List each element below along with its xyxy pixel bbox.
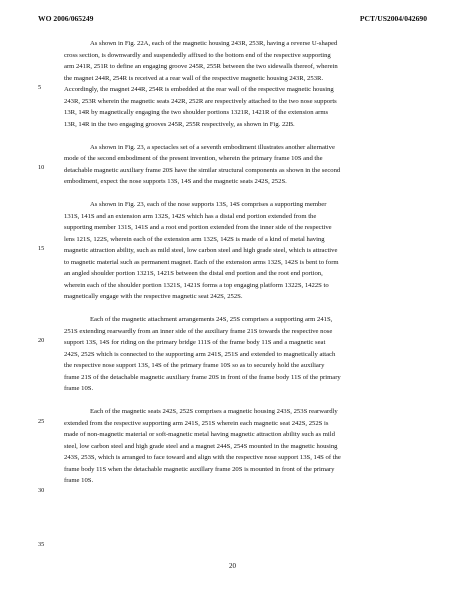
text-line: 243R, 253R wherein the magnetic seats 242R, 252R are respectively attached to the two nose supports — [64, 97, 337, 105]
text-line: magnetically engage with the respective magnetic seat 242S, 252S. — [64, 293, 243, 300]
text-line: magnetic attraction ability, such as mild steel, low carbon steel and high grade steel, which is attractive — [64, 247, 338, 254]
line-number: 15 — [38, 245, 45, 252]
application-number: PCT/US2004/042690 — [359, 14, 427, 23]
paragraph — [64, 38, 416, 130]
text-line: steel, low carbon steel and high grade steel and a magnet 244S, 254S mounted in the magnetic housing — [64, 442, 338, 450]
text-line: As shown in Fig. 23, each of the nose supports 13S, 14S comprises a supporting member — [90, 201, 327, 208]
text-line: made of non-magnetic material or soft-magnetic metal having magnetic attraction ability such as mild — [64, 431, 335, 438]
text-line: Each of the magnetic attachment arrangements 24S, 25S comprises a supporting arm 241S, — [90, 316, 333, 323]
page-number: 20 — [229, 562, 236, 570]
text-line: 242S, 252S which is connected to the supporting arm 241S, 251S and extended to magnetically attach — [64, 350, 336, 358]
paragraph — [64, 199, 416, 303]
line-number: 20 — [38, 337, 45, 344]
text-line: Accordingly, the magnet 244R, 254R is embedded at the rear wall of the respective magnetic housing — [64, 86, 334, 93]
text-line: arm 241R, 251R to define an engaging groove 245R, 255R between the two sidewalls thereof, wherein — [64, 63, 338, 70]
line-number: 30 — [38, 487, 45, 494]
text-line: cross section, is downwardly and suspendedly affixed to the bottom end of the respective supporting — [64, 51, 331, 59]
page-header — [38, 14, 427, 26]
text-line: an angled shoulder portion 1321S, 1421S between the distal end portion and the root end portion, — [64, 270, 323, 277]
text-line: frame body 11S when the detachable magnetic auxillary frame 20S is mounted in front of the primary — [64, 465, 335, 473]
text-line: embodiment, expect the nose supports 13S, 14S and the magnetic seats 242S, 252S. — [64, 178, 287, 185]
text-line: 13R, 14R in the two engaging grooves 245R, 255R respectively, as shown in Fig. 22B. — [64, 120, 295, 128]
text-line: to magnetic material such as permanent magnet. Each of the extension arms 132S, 142S is bent to form — [64, 258, 339, 266]
line-number: 10 — [38, 164, 45, 171]
text-line: 13R, 14R by magnetically engaging the two shoulder portions 1321R, 1421R of the extension arms — [64, 109, 329, 116]
paragraph — [64, 406, 416, 487]
publication-number: WO 2006/065249 — [38, 14, 94, 23]
text-line: 243S, 253S, which is arranged to face toward and align with the respective nose support 13S, 14S of the — [64, 454, 341, 461]
text-line: frame 10S. — [64, 385, 94, 392]
text-line: lens 121S, 122S, wherein each of the extension arm 132S, 142S is made of a kind of metal having — [64, 235, 325, 243]
text-line: supporting member 131S, 141S and a root end portion extended from the inner side of the respective — [64, 224, 332, 231]
text-line: the magnet 244R, 254R is received at a rear wall of the respective magnetic housing 243R, 253R. — [64, 74, 324, 82]
text-line: wherein each of the shoulder portion 1321S, 1421S forms a top engaging platform 1322S, 1422S to — [64, 281, 329, 289]
text-line: frame 10S. — [64, 477, 94, 484]
paragraph — [64, 314, 416, 395]
text-line: As shown in Fig. 23, a spectacles set of a seventh embodiment illustrates another alternative — [90, 143, 335, 151]
document-body — [64, 38, 416, 498]
text-line: As shown in Fig. 22A, each of the magnetic housing 243R, 253R, having a reverse U-shaped — [90, 40, 338, 47]
text-line: frame 21S of the detachable magnetic auxiliary frame 20S in front of the frame body 11S of the primary — [64, 373, 341, 381]
text-line: Each of the magnetic seats 242S, 252S comprises a magnetic housing 243S, 253S rearwardly — [90, 408, 338, 415]
text-line: extended from the respective supporting arm 241S, 251S wherein each magnetic seat 242S, 252S is — [64, 419, 329, 427]
text-line: detachable magnetic auxiliary frame 20S have the similar structural components as shown in the second — [64, 166, 341, 174]
line-number: 25 — [38, 418, 45, 425]
text-line: mode of the second embodiment of the present invention, wherein the primary frame 10S and the — [64, 155, 323, 162]
line-number: 35 — [38, 541, 45, 548]
paragraph — [64, 142, 416, 188]
text-line: support 13S, 14S for riding on the primary bridge 111S of the frame body 11S and a magnetic seat — [64, 339, 326, 346]
text-line: 131S, 141S and an extension arm 132S, 142S which has a distal end portion extended from the — [64, 212, 317, 220]
text-line: 251S extending rearwardly from an inner side of the auxiliary frame 21S towards the respective nose — [64, 327, 333, 335]
line-number: 5 — [38, 84, 42, 91]
text-line: the respective nose support 13S, 14S of the primary frame 10S so as to securely hold the auxiliary — [64, 362, 325, 369]
